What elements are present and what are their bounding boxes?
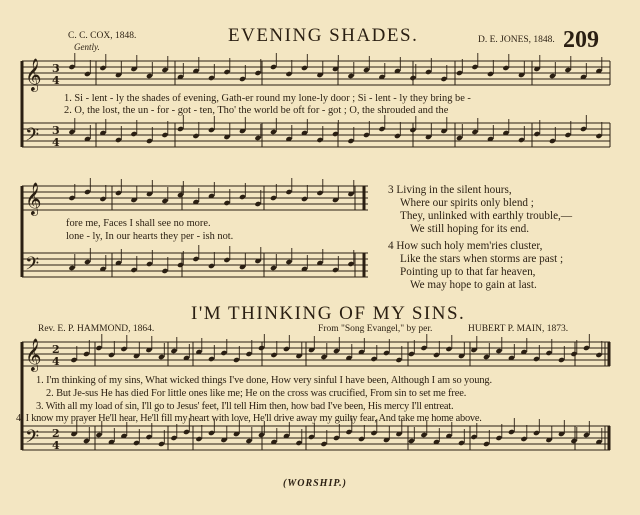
svg-text:𝄞: 𝄞 xyxy=(25,58,42,91)
hymn1-lyric-line: 1. Si - lent - ly the shades of evening, Gath-er round my lone-ly door ; Si - lent - ly they bring be - xyxy=(64,93,471,104)
svg-text:3: 3 xyxy=(52,124,60,137)
verse-line: 4 How such holy mem'ries cluster, xyxy=(388,240,543,252)
svg-text:4: 4 xyxy=(52,74,60,87)
hymn1-composer: D. E. JONES, 1848. xyxy=(478,35,555,45)
hymn2-composer: HUBERT P. MAIN, 1873. xyxy=(468,324,569,334)
footer-category: (WORSHIP.) xyxy=(283,478,347,489)
svg-text:𝄢: 𝄢 xyxy=(25,125,40,150)
hymn2-lyric-line: 2. But Je-sus He has died For little ones like me; He on the cross was crucified, From sin to set me free. xyxy=(46,388,467,399)
verse-line: 3 Living in the silent hours, xyxy=(388,184,512,196)
verse-line: Like the stars when storms are past ; xyxy=(400,253,564,265)
svg-text:2: 2 xyxy=(52,343,60,356)
hymn1-lyric-line: 2. O, the lost, the un - for - got - ten, Tho' the world be oft for - got ; O, the shrouded and the xyxy=(64,105,449,116)
hymn2-lyric-line: 4. I know my prayer He'll hear, He'll fill my heart with love, He'll drive away my guilty fear, And take me home above. xyxy=(16,413,482,424)
svg-text:3: 3 xyxy=(52,62,60,75)
hymn1-title: EVENING SHADES. xyxy=(228,25,419,46)
verse-line: We may hope to gain at last. xyxy=(410,279,537,291)
hymn1-author: C. C. COX, 1848. xyxy=(68,31,137,41)
svg-text:4: 4 xyxy=(52,136,60,149)
svg-text:4: 4 xyxy=(52,439,60,452)
hymn1-lyric-line: fore me, Faces I shall see no more. xyxy=(66,218,211,229)
svg-text:2: 2 xyxy=(52,427,60,440)
hymn2-lyric-line: 3. With all my load of sin, I'll go to Jesus' feet, I'll tell Him then, how bad I've been, His mercy I'll entreat. xyxy=(36,401,454,412)
svg-text:𝄞: 𝄞 xyxy=(25,338,42,371)
svg-text:𝄞: 𝄞 xyxy=(25,182,42,215)
hymn1-lyric-line: lone - ly, In our hearts they per - ish not. xyxy=(66,231,234,242)
verse-line: We still hoping for its end. xyxy=(410,223,530,235)
svg-text:4: 4 xyxy=(52,355,60,368)
hymn1-tempo: Gently. xyxy=(74,42,100,52)
hymn2-author: Rev. E. P. HAMMOND, 1864. xyxy=(38,324,155,334)
hymn2-source: From "Song Evangel," by per. xyxy=(318,324,433,334)
page-number: 209 xyxy=(563,27,599,53)
hymn2-lyric-line: 1. I'm thinking of my sins, What wicked things I've done, How very sinful I have been, Although I am so young. xyxy=(36,375,493,386)
hymn2-title: I'M THINKING OF MY SINS. xyxy=(191,303,466,324)
svg-text:𝄢: 𝄢 xyxy=(25,254,40,279)
verse-line: Pointing up to that far heaven, xyxy=(400,266,536,278)
verse-line: Where our spirits only blend ; xyxy=(400,197,534,209)
verse-line: They, unlinked with earthly trouble,— xyxy=(400,210,573,222)
svg-text:𝄢: 𝄢 xyxy=(25,427,40,452)
